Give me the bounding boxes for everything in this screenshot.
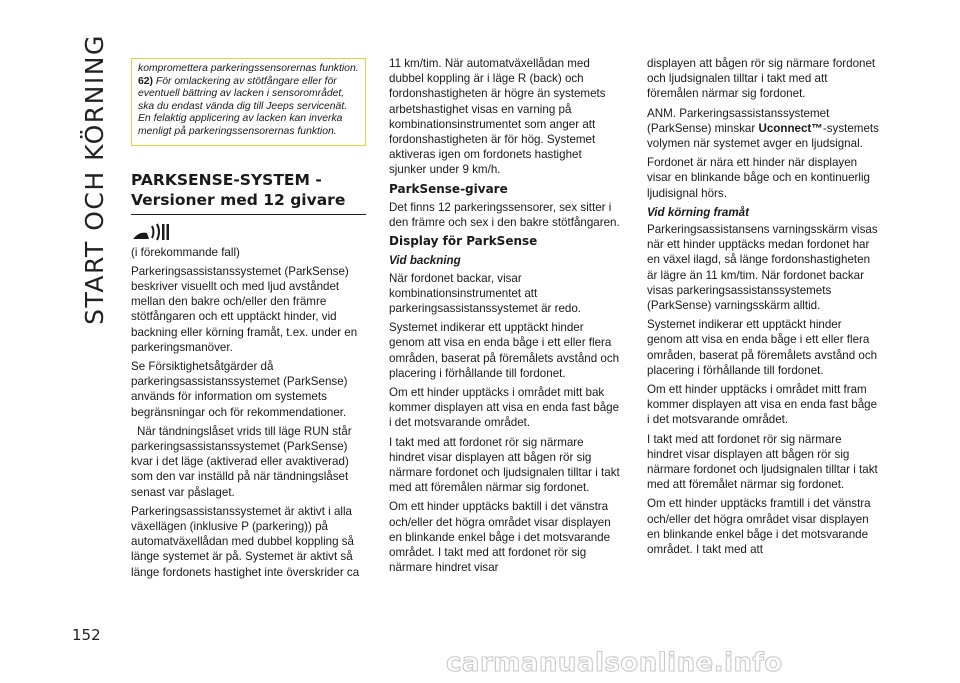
subheading-sensors: ParkSense-givare [389,181,508,196]
section-heading: PARKSENSE-SYSTEM - Versioner med 12 givare [131,170,366,215]
availability-note: (i förekommande fall) [131,245,240,259]
subheading-display: Display för ParkSense [389,234,538,249]
paragraph: Om ett hinder upptäcks i området mitt fram kommer displayen att visa en enda fast båge i det motsvarande området. [647,383,878,427]
paragraph: Parkeringsassistanssystemet (ParkSense) beskriver visuellt och med ljud avståndet mellan den bakre och/eller den främre stötfångaren och ett upptäckt hinder, vid backning eller körning framåt, t.ex. under en parkeringsmanöver. [131,264,358,354]
paragraph: Om ett hinder upptäcks baktill i det vänstra och/eller det högra området visar displayen en blinkande enkel båge i det motsvarande området. I takt med att fordonet rör sig närmare hindret visar [389,500,611,575]
warning-number: 62) [138,75,154,87]
paragraph: 11 km/tim. När automatväxellådan med dubbel koppling är i läge R (back) och fordonshastigheten är högre än systemets arbetshastighet visas en varning på kombinationsinstrumentet som anger att fordonshastigheten är för hög. Systemet aktiveras igen om fordonets hastighet sjunker under 9 km/h. [389,57,606,177]
paragraph: Parkeringsassistanssystemet är aktivt i alla växellägen (inklusive P (parkering)) på automatväxellådan med dubbel koppling så länge systemet är på. Systemet är aktivt så länge fordonets hastighet inte överskrider ca [131,504,360,579]
warning-item [138,76,359,139]
paragraph: Systemet indikerar ett upptäckt hinder genom att visa en enda båge i ett eller flera områden, baserat på föremålets avstånd och placering i förhållande till fordonet. [647,318,878,377]
paragraph: Om ett hinder upptäcks i området mitt bak kommer displayen att visa en enda fast båge i det motsvarande området. [389,386,620,430]
parksense-sensor-icon [131,223,171,241]
warning-text: För omlackering av stötfångare eller för eventuell bättring av lacken i sensorområdet, ska du endast vända dig till Jeeps servicenät. En felaktig applicering av lacken kan inverka menligt på parkeringssensorernas funktion. [138,75,348,137]
paragraph: Om ett hinder upptäcks framtill i det vänstra och/eller det högra området visar displayen en blinkande enkel båge i det motsvarande området. I takt med att [647,497,871,557]
paragraph: Fordonet är nära ett hinder när displayen visar en blinkande båge och en kontinuerlig ljudisignal hörs. [647,156,871,200]
note-text-end: -systemets volymen när systemet avger en ljudsignal. [647,121,879,151]
paragraph: Parkeringsassistansens varningsskärm visas när ett hinder upptäcks medan fordonet har en växel ilagd, så länge fordonshastigheten är lägre än 11 km/tim. När fordonet backar visas parkeringsassistanssystemets (ParkSense) varningsskärm alltid. [647,223,878,313]
forward-driving-heading: Vid körning framåt [647,205,749,219]
chapter-title [74,33,114,325]
column-2 [389,56,621,580]
column-1 [131,56,366,584]
watermark: carmanualsonline.info [446,648,783,678]
chapter-title-text: START OCH KÖRNING [79,33,109,325]
warning-intro: komprometterа parkeringssensorernas funktion. [138,63,359,74]
page-number: 152 [72,626,101,644]
paragraph: Systemet indikerar ett upptäckt hinder genom att visa en enda båge i ett eller flera områden, baserat på föremålets avstånd och placering i förhållande till fordonet. [389,321,620,380]
reversing-heading: Vid backning [389,254,461,268]
column-3 [647,56,879,561]
note-text-start: ANM. Parkeringsassistanssystemet (ParkSense) minskar [647,106,830,135]
paragraph: När tändningslåset vrids till läge RUN står parkeringsassistanssystemet (ParkSense) kvar i det läge (aktiverad eller avaktiverad) som den var inställd på när tändningslåset senast var påslaget. [131,424,352,499]
icon-row [131,223,366,243]
paragraph: I takt med att fordonet rör sig närmare hindret visar displayen att bågen rör sig närmare fordonet och ljudsignalen tilltar i takt med att föremålen närmar sig fordonet. [389,435,620,495]
note-paragraph [647,106,879,152]
paragraph: När fordonet backar, visar kombinationsinstrumentet att parkeringsassistanssystemet är redo. [389,271,582,316]
paragraph: Se Försiktighetsåtgärder då parkeringsassistanssystemet (ParkSense) används för information om systemets begränsningar och för rekommendationer. [131,359,348,419]
paragraph: Det finns 12 parkeringssensorer, sex sitter i den främre och sex i den bakre stötfångaren. [389,200,620,230]
uconnect-brand: Uconnect™ [758,121,823,135]
paragraph: I takt med att fordonet rör sig närmare hindret visar displayen att bågen rör sig närmare fordonet och ljudsignalen tilltar i takt med att föremålet närmar sig fordonet. [647,432,878,492]
paragraph: displayen att bågen rör sig närmare fordonet och ljudsignalen tilltar i takt med att föremålen närmar sig fordonet. [647,57,876,101]
warning-box [131,58,366,146]
